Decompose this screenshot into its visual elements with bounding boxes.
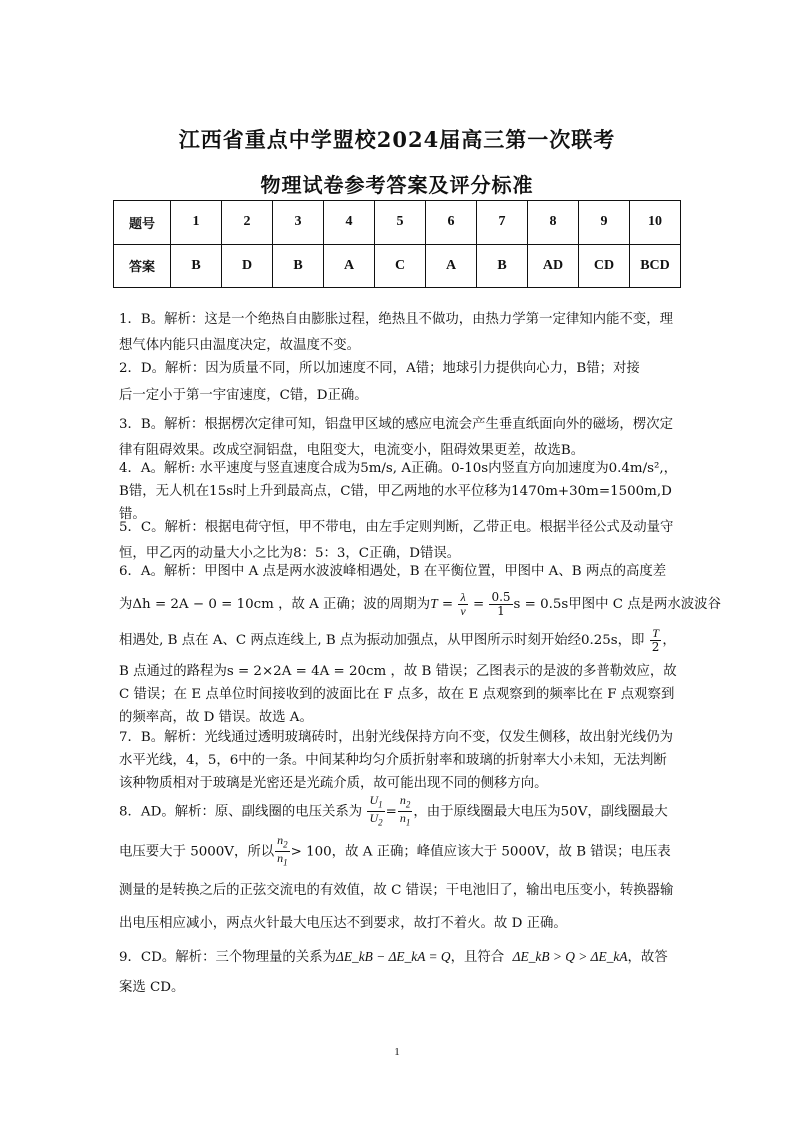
answer-text: 7．B。解析：光线通过透明玻璃砖时，出射光线保持方向不变，仅发生侧移，故出射光线仍为水平光线，4，5，6中的一条。中间某种均匀介质折射率和玻璃的折射率大小未知，无法判断该种物质相对于玻璃是光密还是光疏介质，故可能出现不同的侧移方向。 [119,730,673,791]
fraction-lambda-v [458,591,467,618]
answer-text: > 100，故 A 正确；峰值应该大于 5000V，故 B 错误；电压表 [290,844,671,860]
equation-energy-diff: ΔE_kB − ΔE_kA = Q [335,949,451,964]
table-cell: CD [579,244,630,288]
answer-text: 3．B。解析：根据楞次定律可知，铝盘甲区域的感应电流会产生垂直纸面向外的磁场，楞次定律有阻碍效果。改成空洞铝盘，电阻变大，电流变小，阻碍效果更差，故选B。 [119,417,673,458]
answer-text: 1．B。解析：这是一个绝热自由膨胀过程，绝热且不做功，由热力学第一定律知内能不变，理想气体内能只由温度决定，故温度不变。 [119,312,673,353]
table-row-numbers [114,201,681,245]
fraction-t-over-2 [650,627,662,654]
answer-text: 4．A。解析: 水平速度与竖直速度合成为5m/s, A正确。0-10s内竖直方向加速度为0.4m/s²,，B错，无人机在15s时上升到最高点，C错，甲乙两地的水平位移为1470m+30m=1500m,D错。 [119,461,678,522]
fraction-den: $n_1$ [277,851,288,868]
answer-q6-line3: 相遇处, B 点在 A、C 两点连线上, B 点为振动加强点，从甲图所示时刻开始经0.25s，即 $\frac{T}{2}$ ， [119,626,676,654]
answer-text: ，故答 [627,950,668,965]
answer-table [113,200,681,288]
fraction-num: T [650,627,662,641]
answer-text: ，且符合 [450,950,505,965]
answer-text: B 点通过的路程为s = 2×2A = 4A = 20cm ，故 B 错误；乙图表示的是波的多普勒效应，故 C 错误；在 E 点单位时间接收到的波面比在 F 点多，故在 E 点观察到的频率比在 F 点观察到的频率高，故 D 错误。故选 A。 [119,664,677,725]
table-cell: 1 [171,201,222,245]
page-subtitle: 物理试卷参考答案及评分标准 [260,173,534,197]
answer-text: 5．C。解析：根据电荷守恒，甲不带电，由左手定则判断，乙带正电。根据半径公式及动量守恒，甲乙丙的动量大小之比为8：5：3，C正确，D错误。 [119,520,674,561]
table-cell: 9 [579,201,630,245]
period-symbol: T [430,596,438,611]
answer-q1 [119,307,679,359]
table-cell: B [477,244,528,288]
answer-q6-rest [119,660,679,729]
fraction-den: v [460,604,466,618]
fraction-num: λ [458,591,467,605]
fraction-den: 2 [651,640,660,654]
fraction-den: $n_1$ [399,811,411,828]
answer-text: 电压要大于 5000V，所以 [119,844,275,860]
fraction-num: 0.5 [491,590,511,604]
table-cell: B [273,244,324,288]
table-cell: BCD [630,244,681,288]
table-cell: C [375,244,426,288]
table-header-answer: 答案 [114,244,171,288]
page-number: 1 [394,1046,400,1058]
table-cell: 10 [630,201,681,245]
answer-q8-line2 [119,834,679,870]
table-row-answers [114,244,681,288]
answer-q9-line1 [119,942,679,973]
table-header-number: 题号 [114,201,171,245]
answer-q6-line2: 为Δh = 2A − 0 = 10cm ，故 A 正确；波的周期为T = $\frac{\lambda}{v}$ = $\frac{0.5}{1}$ s = 0.5s甲图中 C 点是两水波波谷 [119,590,721,618]
fraction-n2-n1 [398,794,413,830]
answer-text: 测量的是转换之后的正弦交流电的有效值，故 C 错误；干电池旧了，输出电压变小，转换器输出电压相应减小，两点火针最大电压达不到要求，故打不着火。故 D 正确。 [119,883,674,931]
fraction-num: $U_1$ [367,794,384,812]
table-cell: A [426,244,477,288]
fraction-den: $U_2$ [369,811,383,828]
answer-q2-line1: 2．D。解析：因为质量不同，所以加速度不同，A错；地球引力提供向心力，B错；对接 [119,361,640,376]
fraction-values [489,591,512,618]
answer-q9-line2: 案选 CD。 [119,980,185,995]
fraction-u1-u2 [367,794,384,830]
fraction-den: 1 [497,604,505,618]
answer-q7 [119,726,679,795]
table-cell: 7 [477,201,528,245]
table-cell: 3 [273,201,324,245]
answer-text: 相遇处, B 点在 A、C 两点连线上, B 点为振动加强点，从甲图所示时刻开始经0.25s，即 [119,633,645,648]
table-cell: 4 [324,201,375,245]
answer-q8-line3 [119,874,679,940]
answer-text: 9．CD。解析：三个物理量的关系为 [119,950,336,965]
table-cell: D [222,244,273,288]
answer-text: ，由于原线圈最大电压为50V，副线圈最大 [413,804,668,820]
equation-energy-ineq: ΔE_kB > Q > ΔE_kA [512,949,628,964]
table-cell: A [324,244,375,288]
answer-q8-line1: 8．AD。解析：原、副线圈的电压关系为 $\frac{U_1}{U_2}$ = $\frac{n_2}{n_1}$ ，由于原线圈最大电压为50V，副线圈最大 [119,793,668,828]
answer-q2-line2: 后一定小于第一宇宙速度，C错，D正确。 [119,388,368,403]
fraction-num: $n_2$ [398,794,413,812]
page-title: 江西省重点中学盟校2024届高三第一次联考 [178,127,616,152]
fraction-num: $n_2$ [275,834,290,852]
table-cell: 8 [528,201,579,245]
answer-text: 8．AD。解析：原、副线圈的电压关系为 [119,804,363,820]
answer-text: s = 0.5s甲图中 C 点是两水波波谷 [513,597,721,612]
answer-text: 为Δh = 2A − 0 = 10cm ，故 A 正确；波的周期为 [119,597,431,612]
table-cell: B [171,244,222,288]
table-cell: 5 [375,201,426,245]
fraction-n2-n1 [275,834,290,870]
table-cell: 6 [426,201,477,245]
table-cell: 2 [222,201,273,245]
answer-q6-line1: 6．A。解析：甲图中 A 点是两水波波峰相遇处，B 在平衡位置，甲图中 A、B 两点的高度差 [119,564,667,579]
table-cell: AD [528,244,579,288]
